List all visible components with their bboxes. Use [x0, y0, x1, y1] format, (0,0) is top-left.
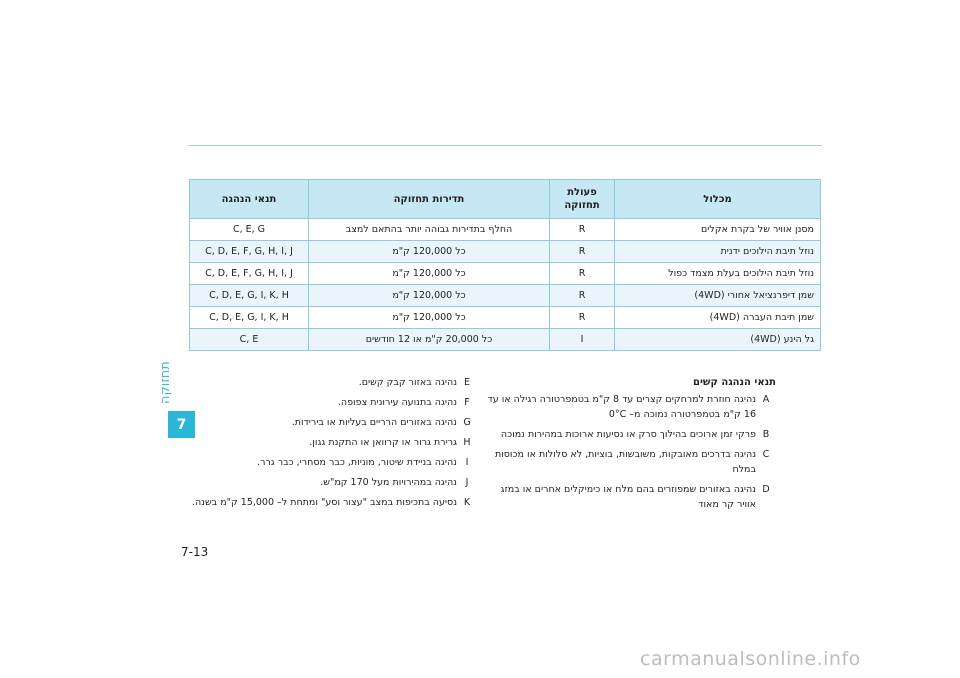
header-action: פעולת תחזוקה [550, 180, 615, 219]
legend-item [487, 392, 776, 422]
legend-item [187, 435, 477, 450]
cell-action: R [550, 241, 615, 263]
header-component: מכלול [615, 180, 821, 219]
legend-text: נהיגה באזורים שמפוזרים בהם מלח או כימיקלים אחרים או במזג אוויר קר מאוד [500, 484, 756, 510]
cell-action: R [550, 263, 615, 285]
cell-conditions: C, D, E, G, I, K, H [190, 285, 309, 307]
legend-text: פרקי זמן ארוכים בהילוך סרק או נסיעות ארוכות במהירות נמוכה [500, 429, 756, 440]
cell-component: שמן תיבת העברה (4WD) [615, 307, 821, 329]
legend-item [487, 482, 776, 512]
top-divider [188, 145, 822, 146]
watermark: carmanualsonline.info [640, 648, 861, 670]
legend-key: A [762, 394, 770, 405]
legend-text: נהיגה בתנועה עירונית צפופה. [337, 397, 457, 408]
cell-action: R [550, 219, 615, 241]
legend-key: D [762, 484, 770, 495]
legend-text: נסיעה בתכיפות במצב "עצור וסע" ומתחת ל– 15,000 ק"מ בשנה. [191, 497, 457, 508]
cell-conditions: C, D, E, F, G, H, I, J [190, 263, 309, 285]
legend-item [187, 395, 477, 410]
legend-text: נהיגה באזורים הרריים בעליות או בירידות. [291, 417, 457, 428]
table-row [190, 241, 821, 263]
legend-item [187, 495, 477, 510]
cell-interval: כל 120,000 ק"מ [309, 285, 550, 307]
legend-item [187, 415, 477, 430]
table-header-row [190, 180, 821, 219]
legend-text: נהיגה בניידת שיטור, מוניות, כבר מסחרי, כבר גרר. [257, 457, 457, 468]
table-row [190, 329, 821, 351]
chapter-number-badge: 7 [168, 411, 195, 438]
header-conditions: תנאי הנהגה [190, 180, 309, 219]
cell-conditions: C, E [190, 329, 309, 351]
cell-interval: כל 120,000 ק"מ [309, 263, 550, 285]
legend-right-column [487, 375, 776, 517]
legend-key: C [762, 449, 770, 460]
table-row [190, 263, 821, 285]
cell-interval: כל 120,000 ק"מ [309, 241, 550, 263]
legend-left-column [187, 375, 477, 515]
page-number: 7-13 [181, 545, 209, 559]
legend-key: E [463, 377, 470, 388]
cell-component: שמן דיפרנציאל אחורי (4WD) [615, 285, 821, 307]
legend-item [187, 475, 477, 490]
legend-item [187, 375, 477, 390]
legend-title: תנאי הנהגה קשים [692, 377, 776, 388]
cell-interval: החלף בתדירות גבוהה יותר בהתאם למצב [309, 219, 550, 241]
legend-text: נהיגה במהירויות מעל 170 קמ"ש. [320, 477, 457, 488]
legend-key: H [463, 437, 471, 448]
cell-conditions: C, D, E, G, I, K, H [190, 307, 309, 329]
legend-key: J [465, 477, 469, 488]
maintenance-table [189, 179, 821, 351]
table-row [190, 307, 821, 329]
legend-key: F [464, 397, 470, 408]
table-row [190, 285, 821, 307]
legend-key: K [463, 497, 471, 508]
cell-action: R [550, 285, 615, 307]
legend-key: B [762, 429, 770, 440]
section-label: תחזוקה [158, 361, 173, 405]
cell-conditions: C, E, G [190, 219, 309, 241]
legend-item [187, 455, 477, 470]
legend-key: G [463, 417, 471, 428]
cell-action: I [550, 329, 615, 351]
legend-item [487, 427, 776, 442]
cell-action: R [550, 307, 615, 329]
header-interval: תדירות תחזוקה [309, 180, 550, 219]
cell-conditions: C, D, E, F, G, H, I, J [190, 241, 309, 263]
legend-text: נהיגה באזור קבק קשים. [358, 377, 457, 388]
table-row [190, 219, 821, 241]
legend-text: נהיגה חוזרת למרחקים קצרים עד 8 ק"מ בטמפרטורה רגילה או עד 16 ק"מ בטמפרטורה נמוכה מ– 0°C [487, 394, 756, 420]
cell-component: מסנן אוויר של בקרת אקלים [615, 219, 821, 241]
legend-text: נהיגה בדרכים מאובקות, משובשות, בוציות, לא סלולות או מכוסות במלח [494, 449, 756, 475]
cell-component: נוזל תיבת הילוכים ידנית [615, 241, 821, 263]
legend-item [487, 447, 776, 477]
cell-component: נוזל תיבת הילוכים בעלת מצמד כפול [615, 263, 821, 285]
legend-text: גרירת גרור או קרוואן או התקנת גגון. [309, 437, 457, 448]
cell-interval: כל 20,000 ק"מ או 12 חודשים [309, 329, 550, 351]
cell-component: גל הינע (4WD) [615, 329, 821, 351]
cell-interval: כל 120,000 ק"מ [309, 307, 550, 329]
legend-key: I [465, 457, 469, 468]
